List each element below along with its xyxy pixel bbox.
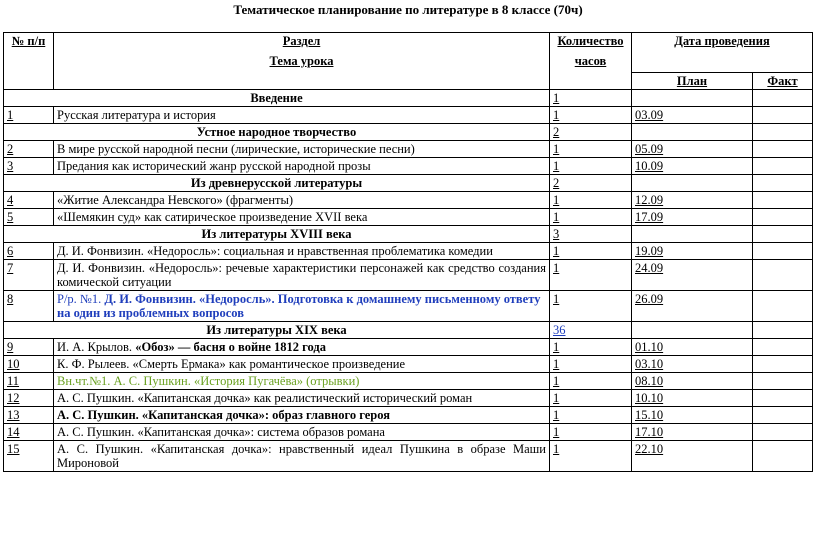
lesson-plan-date: 03.10 <box>632 356 753 373</box>
fact-cell <box>753 322 813 339</box>
header-topic: Тема урока <box>269 54 334 68</box>
fact-cell <box>753 175 813 192</box>
lesson-hours: 1 <box>550 339 632 356</box>
plan-cell <box>632 124 753 141</box>
header-hours <box>550 33 632 90</box>
lesson-hours: 1 <box>550 356 632 373</box>
lesson-hours: 1 <box>550 260 632 291</box>
lesson-num: 8 <box>4 291 54 322</box>
lesson-num: 3 <box>4 158 54 175</box>
section-title: Введение <box>4 90 550 107</box>
section-hours: 1 <box>550 90 632 107</box>
section-row <box>4 124 813 141</box>
lesson-topic-prefix: И. А. Крылов. <box>57 340 136 354</box>
lesson-topic: «Шемякин суд» как сатирическое произведение XVII века <box>54 209 550 226</box>
section-hours: 2 <box>550 175 632 192</box>
lesson-num: 2 <box>4 141 54 158</box>
fact-cell <box>753 124 813 141</box>
lesson-topic <box>54 291 550 322</box>
lesson-topic: А. С. Пушкин. «Капитанская дочка»: нравственный идеал Пушкина в образе Маши Мироновой <box>54 441 550 472</box>
fact-cell <box>753 158 813 175</box>
lesson-row <box>4 356 813 373</box>
lesson-hours: 1 <box>550 243 632 260</box>
lesson-num: 5 <box>4 209 54 226</box>
lesson-row <box>4 441 813 472</box>
lesson-topic: Предания как исторический жанр русской народной прозы <box>54 158 550 175</box>
lesson-hours: 1 <box>550 107 632 124</box>
lesson-row <box>4 291 813 322</box>
lesson-num: 1 <box>4 107 54 124</box>
lesson-plan-date: 26.09 <box>632 291 753 322</box>
section-hours: 2 <box>550 124 632 141</box>
lesson-plan-date: 01.10 <box>632 339 753 356</box>
lesson-num: 13 <box>4 407 54 424</box>
fact-cell <box>753 226 813 243</box>
header-plan: План <box>632 73 753 90</box>
section-row <box>4 226 813 243</box>
lesson-num: 10 <box>4 356 54 373</box>
plan-cell <box>632 322 753 339</box>
lesson-row <box>4 424 813 441</box>
section-title: Из литературы XIX века <box>4 322 550 339</box>
fact-cell <box>753 192 813 209</box>
section-hours: 3 <box>550 226 632 243</box>
lesson-row <box>4 339 813 356</box>
lesson-num: 14 <box>4 424 54 441</box>
header-section: Раздел <box>282 34 321 48</box>
lesson-hours: 1 <box>550 424 632 441</box>
header-section-topic <box>54 33 550 90</box>
lesson-topic: А. С. Пушкин. «Капитанская дочка»: образ главного героя <box>54 407 550 424</box>
section-hours: 36 <box>550 322 632 339</box>
fact-cell <box>753 141 813 158</box>
lesson-row <box>4 107 813 124</box>
lesson-row <box>4 373 813 390</box>
fact-cell <box>753 260 813 291</box>
fact-cell <box>753 243 813 260</box>
lesson-topic: В мире русской народной песни (лирические, исторические песни) <box>54 141 550 158</box>
header-fact: Факт <box>753 73 813 90</box>
lesson-plan-date: 22.10 <box>632 441 753 472</box>
plan-cell <box>632 90 753 107</box>
lesson-plan-date: 24.09 <box>632 260 753 291</box>
document-title: Тематическое планирование по литературе в 8 классе (70ч) <box>233 2 583 17</box>
lesson-plan-table <box>3 32 813 472</box>
lesson-num: 11 <box>4 373 54 390</box>
lesson-hours: 1 <box>550 390 632 407</box>
lesson-row <box>4 209 813 226</box>
lesson-num: 7 <box>4 260 54 291</box>
fact-cell <box>753 373 813 390</box>
fact-cell <box>753 441 813 472</box>
header-num: № п/п <box>4 33 54 90</box>
lesson-row <box>4 158 813 175</box>
lesson-topic <box>54 339 550 356</box>
lesson-plan-date: 03.09 <box>632 107 753 124</box>
lesson-plan-date: 19.09 <box>632 243 753 260</box>
lesson-topic: «Житие Александра Невского» (фрагменты) <box>54 192 550 209</box>
lesson-topic: А. С. Пушкин. «Капитанская дочка» как реалистический исторический роман <box>54 390 550 407</box>
lesson-plan-date: 10.09 <box>632 158 753 175</box>
lesson-topic-prefix: Р/р. №1. <box>57 292 105 306</box>
lesson-topic-text: Д. И. Фонвизин. «Недоросль». Подготовка к домашнему письменному ответу на один из проблемных вопросов <box>57 292 541 320</box>
lesson-hours: 1 <box>550 373 632 390</box>
header-hours-bottom: часов <box>574 54 607 68</box>
fact-cell <box>753 407 813 424</box>
plan-cell <box>632 175 753 192</box>
lesson-hours: 1 <box>550 291 632 322</box>
section-row <box>4 90 813 107</box>
fact-cell <box>753 356 813 373</box>
header-row <box>4 33 813 73</box>
header-date: Дата проведения <box>632 33 813 73</box>
lesson-row <box>4 141 813 158</box>
lesson-plan-date: 12.09 <box>632 192 753 209</box>
lesson-plan-date: 10.10 <box>632 390 753 407</box>
section-row <box>4 175 813 192</box>
lesson-hours: 1 <box>550 407 632 424</box>
lesson-num: 15 <box>4 441 54 472</box>
lesson-topic: Русская литература и история <box>54 107 550 124</box>
lesson-topic-text: «Обоз» — басня о войне 1812 года <box>135 340 326 354</box>
lesson-topic: А. С. Пушкин. «Капитанская дочка»: система образов романа <box>54 424 550 441</box>
lesson-row <box>4 407 813 424</box>
lesson-plan-date: 17.09 <box>632 209 753 226</box>
section-row <box>4 322 813 339</box>
section-title: Устное народное творчество <box>4 124 550 141</box>
section-title: Из литературы XVIII века <box>4 226 550 243</box>
lesson-topic: К. Ф. Рылеев. «Смерть Ермака» как романтическое произведение <box>54 356 550 373</box>
lesson-hours: 1 <box>550 192 632 209</box>
fact-cell <box>753 107 813 124</box>
fact-cell <box>753 390 813 407</box>
lesson-topic: Вн.чт.№1. А. С. Пушкин. «История Пугачёва» (отрывки) <box>54 373 550 390</box>
fact-cell <box>753 291 813 322</box>
plan-cell <box>632 226 753 243</box>
header-hours-top: Количество <box>557 34 624 48</box>
lesson-row <box>4 260 813 291</box>
lesson-topic: Д. И. Фонвизин. «Недоросль»: социальная и нравственная проблематика комедии <box>54 243 550 260</box>
lesson-plan-date: 17.10 <box>632 424 753 441</box>
fact-cell <box>753 424 813 441</box>
fact-cell <box>753 90 813 107</box>
lesson-row <box>4 390 813 407</box>
fact-cell <box>753 209 813 226</box>
lesson-num: 6 <box>4 243 54 260</box>
lesson-num: 4 <box>4 192 54 209</box>
lesson-row <box>4 192 813 209</box>
lesson-topic: Д. И. Фонвизин. «Недоросль»: речевые характеристики персонажей как средство создания комической ситуации <box>54 260 550 291</box>
lesson-num: 9 <box>4 339 54 356</box>
lesson-hours: 1 <box>550 209 632 226</box>
lesson-row <box>4 243 813 260</box>
lesson-plan-date: 08.10 <box>632 373 753 390</box>
lesson-hours: 1 <box>550 141 632 158</box>
lesson-hours: 1 <box>550 158 632 175</box>
fact-cell <box>753 339 813 356</box>
lesson-plan-date: 15.10 <box>632 407 753 424</box>
section-title: Из древнерусской литературы <box>4 175 550 192</box>
lesson-hours: 1 <box>550 441 632 472</box>
lesson-num: 12 <box>4 390 54 407</box>
lesson-plan-date: 05.09 <box>632 141 753 158</box>
